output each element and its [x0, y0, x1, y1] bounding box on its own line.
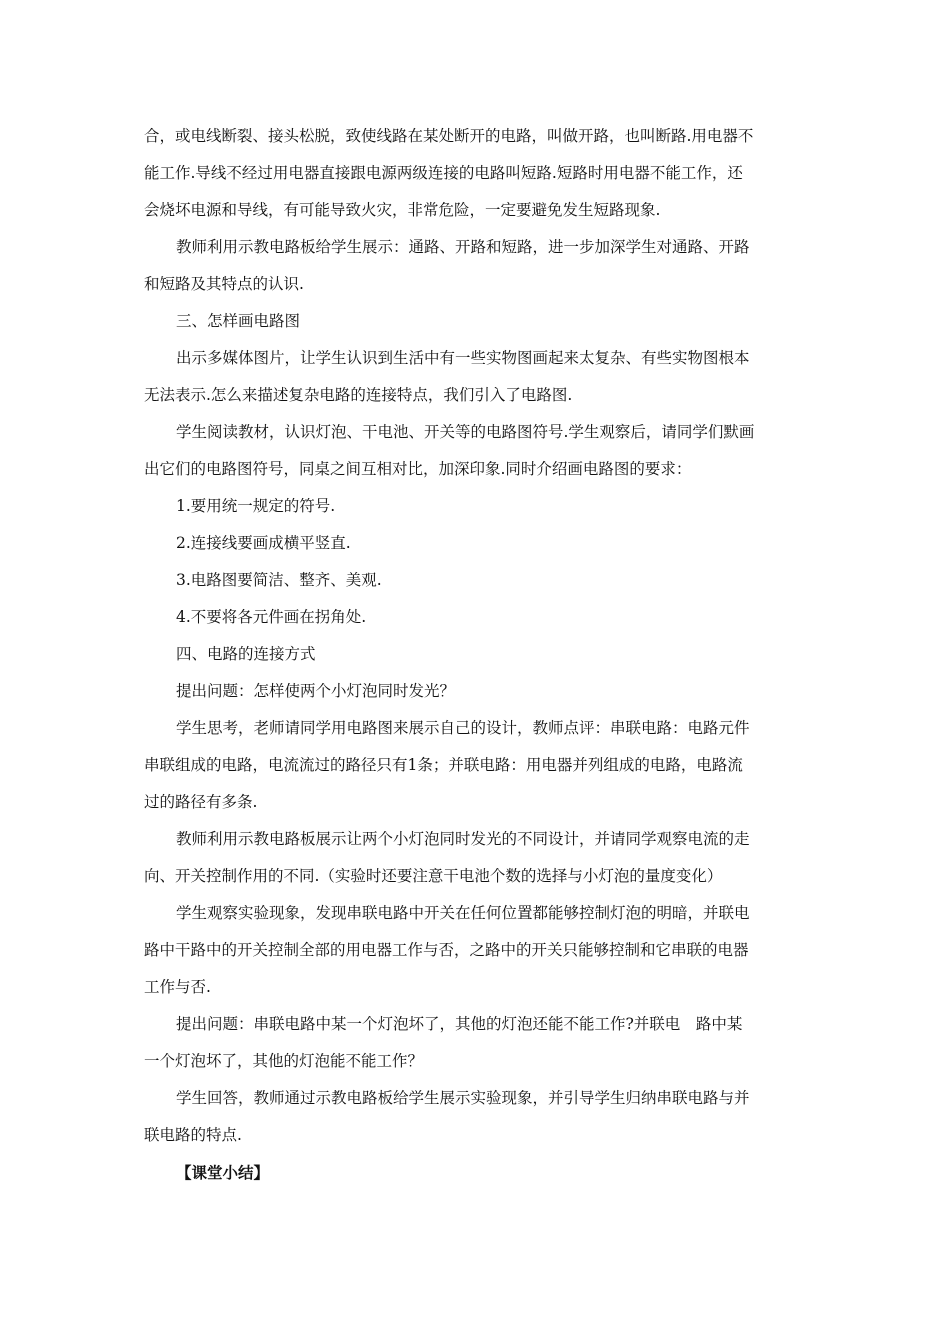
list-item: 2.连接线要画成横平竖直. — [176, 534, 351, 552]
text-line: 学生观察实验现象，发现串联电路中开关在任何位置都能够控制灯泡的明暗，并联电 — [176, 904, 750, 922]
text-line: 教师利用示教电路板展示让两个小灯泡同时发光的不同设计，并请同学观察电流的走 — [176, 830, 750, 848]
text-line: 合，或电线断裂、接头松脱，致使线路在某处断开的电路，叫做开路，也叫断路.用电器不 — [144, 127, 754, 145]
section-heading: 四、电路的连接方式 — [176, 645, 316, 663]
text-line: 无法表示.怎么来描述复杂电路的连接特点，我们引入了电路图. — [144, 386, 573, 404]
list-item: 3.电路图要简洁、整齐、美观. — [176, 571, 382, 589]
text-line: 联电路的特点. — [144, 1126, 242, 1144]
text-line: 会烧坏电源和导线，有可能导致火灾，非常危险，一定要避免发生短路现象. — [144, 201, 661, 219]
text-line: 提出问题：串联电路中某一个灯泡坏了，其他的灯泡还能不能工作?并联电 路中某 — [176, 1015, 743, 1033]
text-line: 向、开关控制作用的不同.（实验时还要注意干电池个数的选择与小灯泡的量度变化） — [144, 867, 723, 885]
text-line: 工作与否. — [144, 978, 211, 996]
text-line: 学生阅读教材，认识灯泡、干电池、开关等的电路图符号.学生观察后，请同学们默画 — [176, 423, 755, 441]
text-line: 能工作.导线不经过用电器直接跟电源两级连接的电路叫短路.短路时用电器不能工作，还 — [144, 164, 743, 182]
text-line: 过的路径有多条. — [144, 793, 258, 811]
text-line: 学生回答，教师通过示教电路板给学生展示实验现象，并引导学生归纳串联电路与并 — [176, 1089, 750, 1107]
list-item: 1.要用统一规定的符号. — [176, 497, 336, 515]
text-line: 一个灯泡坏了，其他的灯泡能不能工作？ — [144, 1052, 424, 1070]
section-heading: 三、怎样画电路图 — [176, 312, 301, 330]
text-line: 出示多媒体图片，让学生认识到生活中有一些实物图画起来太复杂、有些实物图根本 — [176, 349, 750, 367]
text-line: 串联组成的电路，电流流过的路径只有1条；并联电路：用电器并列组成的电路，电路流 — [144, 756, 743, 774]
text-line: 提出问题：怎样使两个小灯泡同时发光？ — [176, 682, 456, 700]
text-line: 教师利用示教电路板给学生展示：通路、开路和短路，进一步加深学生对通路、开路 — [176, 238, 750, 256]
text-line: 学生思考，老师请同学用电路图来展示自己的设计，教师点评：串联电路：电路元件 — [176, 719, 750, 737]
text-line: 出它们的电路图符号，同桌之间互相对比，加深印象.同时介绍画电路图的要求： — [144, 460, 692, 478]
document-body — [144, 118, 808, 1191]
text-line: 路中干路中的开关控制全部的用电器工作与否，之路中的开关只能够控制和它串联的电器 — [144, 941, 749, 959]
summary-heading: 【课堂小结】 — [176, 1163, 270, 1182]
list-item: 4.不要将各元件画在拐角处. — [176, 608, 367, 626]
text-line: 和短路及其特点的认识. — [144, 275, 304, 293]
